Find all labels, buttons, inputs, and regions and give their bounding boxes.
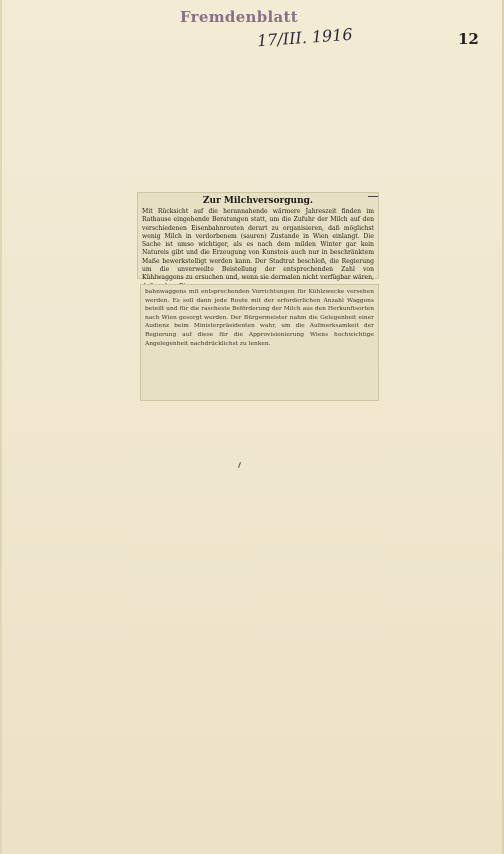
handwritten-date: 17/III. 1916 (256, 24, 354, 51)
article-title: Zur Milchversorgung. (202, 196, 314, 206)
page-number: 12 (458, 30, 479, 48)
article-text-part-2: bahnwaggons mit entsprechenden Vorrichtungen für Kühlzwecke versehen werden. Es soll dann jede Route mit der erforderlichen Anzahl Waggons beteilt und für die rascheste Beförderung der Milch aus den Herkunftsorten nach Wien gesorgt werden. Der Bürgermeister nahm die Gelegenheit einer Audienz beim Ministerpräsidenten wahr, um die Aufmerksamkeit der Regierung auf diese für die Approvisionierung Wiens hochwichtige Angelegenheit nachdrücklichst zu lenken. (145, 289, 374, 347)
clipping-edge-mark (368, 196, 378, 197)
article-text-part-1: Mit Rücksicht auf die herannahende wärmere Jahreszeit finden im Rathause eingehende Beratungen statt, um die Zufuhr der Milch auf den verschiedenen Eisenbahnrouten derart zu organisieren, daß möglichst wenig Milch in verdorbenem (sauren) Zustande in Wien einlangt. Die Sache ist umso wichtiger, als es nach dem milden Winter gar kein Natureis gibt und die Erzeugung von Kunsteis auch nur in beschränktem Maße bewerkstelligt werden kann. Der Stadtrat beschloß, die Regierung um die unverweilte Beistellung der entsprechenden Zahl von Kühlwaggons zu ersuchen und, wenn sie dermalen nicht verfügbar wären, (142, 208, 374, 282)
publication-stamp: Fremdenblatt (180, 8, 299, 26)
newspaper-clipping-part-2 (141, 285, 378, 400)
paper-mark (238, 462, 241, 468)
newspaper-clipping-part-1 (138, 193, 378, 282)
